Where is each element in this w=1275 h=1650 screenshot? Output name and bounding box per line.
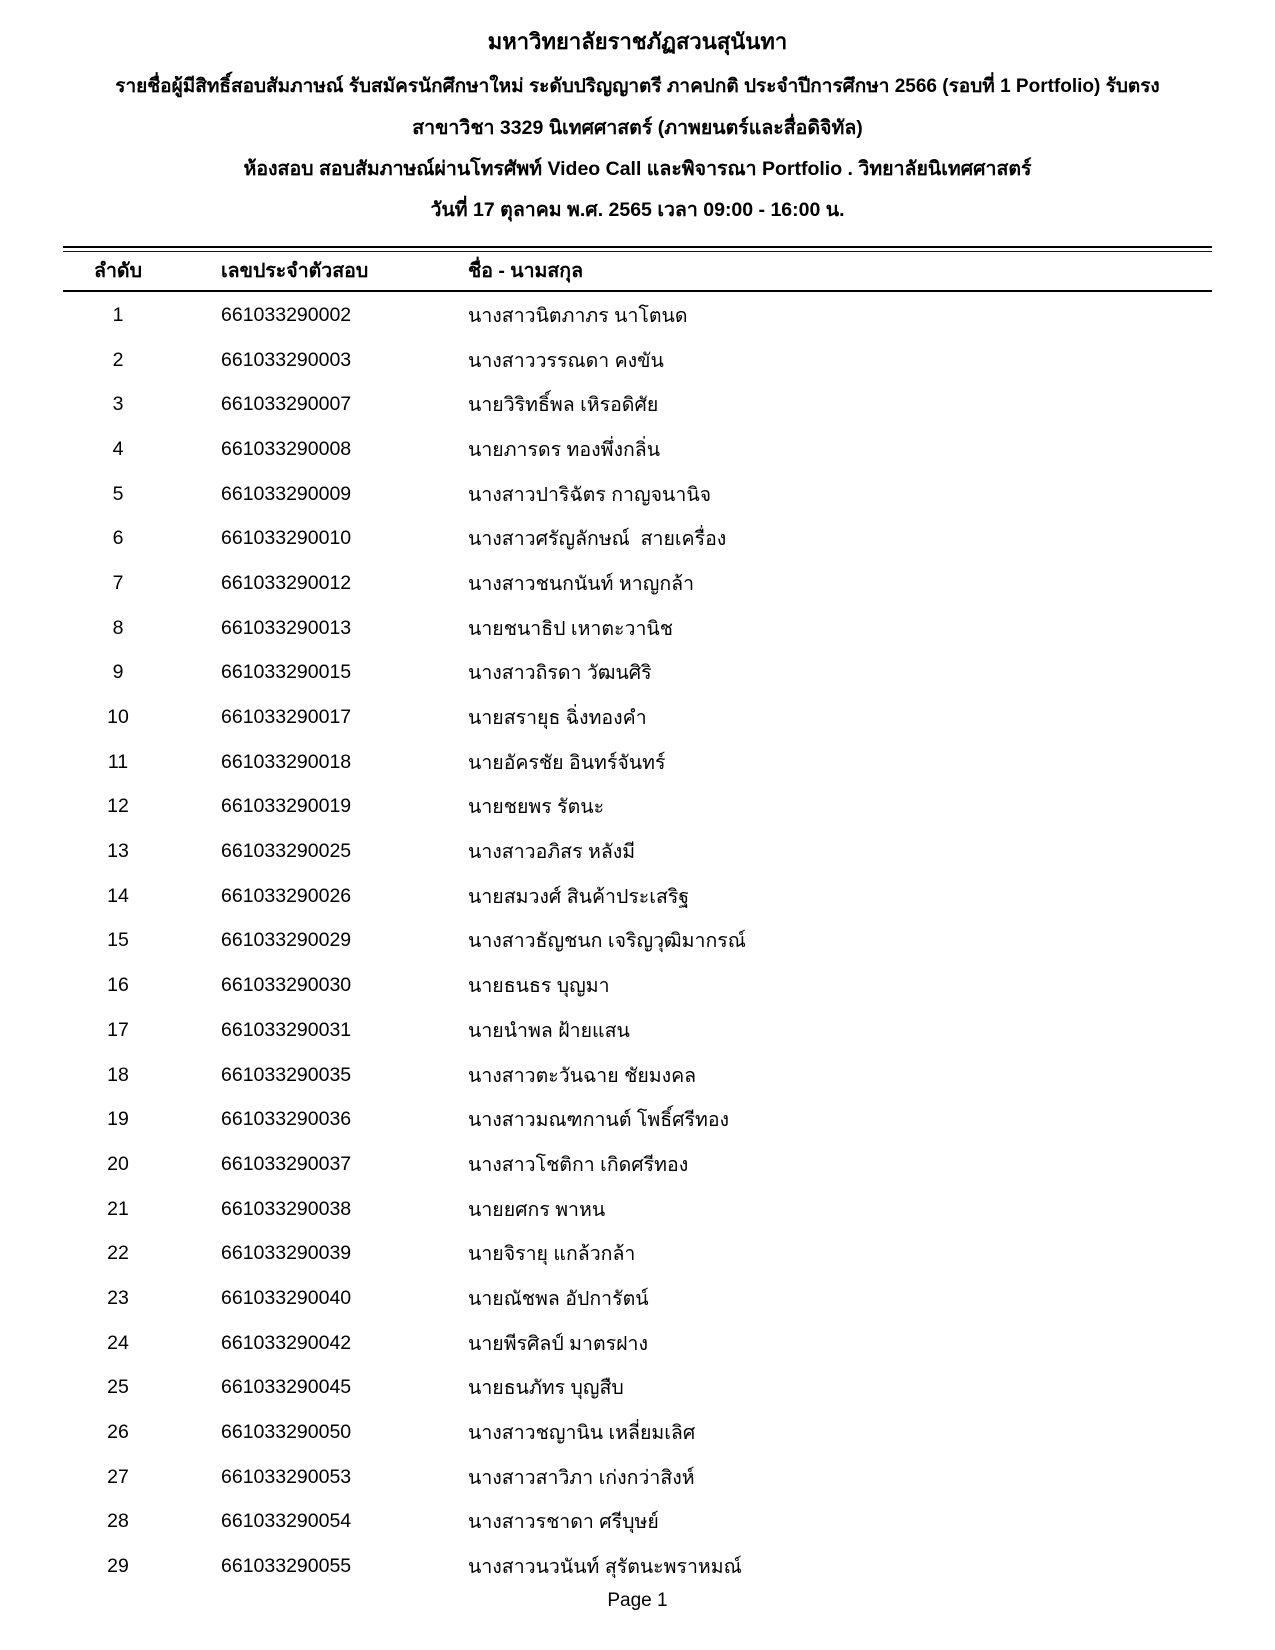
row-name: นางสาววรรณดา คงขัน — [468, 349, 664, 372]
row-no: 13 — [107, 840, 129, 863]
row-no: 1 — [112, 303, 124, 326]
row-exam-id: 661033290045 — [221, 1376, 352, 1399]
row-no: 8 — [112, 616, 124, 639]
row-name: นายยศกร พาหน — [468, 1198, 606, 1221]
column-header-name: ชื่อ - นามสกุล — [468, 259, 584, 282]
row-name: นายสรายุธ ฉิ่งทองคำ — [468, 707, 647, 730]
row-exam-id: 661033290003 — [221, 348, 352, 371]
table-row — [63, 651, 1212, 696]
row-name: นางสาวชญานิน เหลี่ยมเลิศ — [468, 1422, 696, 1445]
row-name: นายธนธร บุญมา — [468, 975, 610, 998]
column-header-order: ลำดับ — [94, 259, 142, 282]
row-no: 2 — [112, 348, 124, 371]
row-name: นางสาวโชติกา เกิดศรีทอง — [468, 1153, 689, 1176]
row-exam-id: 661033290035 — [221, 1063, 352, 1086]
table-row — [63, 1053, 1212, 1098]
row-exam-id: 661033290002 — [221, 303, 352, 326]
row-no: 6 — [112, 527, 124, 550]
table-row — [63, 1187, 1212, 1232]
row-no: 19 — [107, 1108, 129, 1131]
row-exam-id: 661033290026 — [221, 884, 352, 907]
row-exam-id: 661033290039 — [221, 1242, 352, 1265]
row-name: นางสาวนิตภาภร นาโตนด — [468, 304, 688, 327]
table-body — [63, 293, 1212, 1589]
row-exam-id: 661033290038 — [221, 1197, 352, 1220]
table-row — [63, 427, 1212, 472]
row-no: 26 — [107, 1421, 129, 1444]
table-row — [63, 516, 1212, 561]
row-exam-id: 661033290019 — [221, 795, 352, 818]
table-row — [63, 472, 1212, 517]
exam-room-line: ห้องสอบ สอบสัมภาษณ์ผ่านโทรศัพท์ Video Call และพิจารณา Portfolio . วิทยาลัยนิเทศศาสตร์ — [243, 158, 1032, 180]
row-exam-id: 661033290030 — [221, 974, 352, 997]
row-name: นายชยพร รัตนะ — [468, 796, 605, 819]
row-exam-id: 661033290054 — [221, 1510, 352, 1533]
row-name: นางสาวชนกนันท์ หาญกล้า — [468, 572, 695, 595]
table-row — [63, 338, 1212, 383]
row-name: นายณัชพล อัปการัตน์ — [468, 1287, 649, 1310]
row-name: นางสาวนวนันท์ สุรัตนะพราหมณ์ — [468, 1556, 742, 1579]
row-no: 23 — [107, 1286, 129, 1309]
row-exam-id: 661033290007 — [221, 393, 352, 416]
table-row — [63, 740, 1212, 785]
row-no: 7 — [112, 571, 124, 594]
row-name: นางสาวธัญชนก เจริญวุฒิมากรณ์ — [468, 930, 746, 953]
university-title: มหาวิทยาลัยราชภัฏสวนสุนันทา — [487, 29, 788, 54]
row-no: 14 — [107, 884, 129, 907]
row-no: 21 — [107, 1197, 129, 1220]
row-name: นายชนาธิป เหาตะวานิช — [468, 617, 673, 640]
table-row — [63, 1321, 1212, 1366]
exam-date-line: วันที่ 17 ตุลาคม พ.ศ. 2565 เวลา 09:00 - 16:00 น. — [430, 199, 845, 221]
row-name: นางสาวตะวันฉาย ชัยมงคล — [468, 1064, 697, 1087]
row-exam-id: 661033290037 — [221, 1152, 352, 1175]
row-no: 16 — [107, 974, 129, 997]
row-exam-id: 661033290031 — [221, 1018, 352, 1041]
row-name: นางสาวถิรดา วัฒนศิริ — [468, 662, 652, 685]
row-exam-id: 661033290008 — [221, 437, 352, 460]
row-exam-id: 661033290018 — [221, 750, 352, 773]
row-exam-id: 661033290013 — [221, 616, 352, 639]
row-name: นายอัครชัย อินทร์จันทร์ — [468, 751, 666, 774]
table-row — [63, 785, 1212, 830]
table-row — [63, 874, 1212, 919]
table-row — [63, 293, 1212, 338]
table-row — [63, 1500, 1212, 1545]
row-exam-id: 661033290009 — [221, 482, 352, 505]
row-no: 5 — [112, 482, 124, 505]
row-exam-id: 661033290042 — [221, 1331, 352, 1354]
row-no: 28 — [107, 1510, 129, 1533]
row-no: 20 — [107, 1152, 129, 1175]
row-no: 10 — [107, 706, 129, 729]
table-row — [63, 695, 1212, 740]
row-name: นายวิริทธิ์พล เหิรอดิศัย — [468, 394, 659, 417]
table-row — [63, 1544, 1212, 1589]
column-header-exam-id: เลขประจำตัวสอบ — [221, 259, 369, 282]
row-exam-id: 661033290015 — [221, 661, 352, 684]
row-exam-id: 661033290036 — [221, 1108, 352, 1131]
row-name: นางสาวศรัญลักษณ์ สายเครื่อง — [468, 528, 727, 551]
row-exam-id: 661033290040 — [221, 1286, 352, 1309]
table-row — [63, 1410, 1212, 1455]
table-row — [63, 1008, 1212, 1053]
row-no: 18 — [107, 1063, 129, 1086]
table-row — [63, 1231, 1212, 1276]
row-name: นางสาวรชาดา ศรีบุษย์ — [468, 1511, 659, 1534]
table-row — [63, 382, 1212, 427]
row-exam-id: 661033290017 — [221, 706, 352, 729]
row-no: 17 — [107, 1018, 129, 1041]
row-name: นายธนภัทร บุญสืบ — [468, 1377, 624, 1400]
row-no: 4 — [112, 437, 124, 460]
table-row — [63, 1142, 1212, 1187]
table-header-row — [63, 251, 1212, 289]
table-row — [63, 1366, 1212, 1411]
row-name: นายพีรศิลป์ มาตรฝาง — [468, 1332, 648, 1355]
row-no: 25 — [107, 1376, 129, 1399]
announcement-subtitle: รายชื่อผู้มีสิทธิ์สอบสัมภาษณ์ รับสมัครนักศึกษาใหม่ ระดับปริญญาตรี ภาคปกติ ประจำปีการศึกษา 2566 (รอบที่ 1 Portfolio) รับตรง — [115, 76, 1160, 97]
table-header-rule — [63, 290, 1212, 292]
row-name: นางสาวปาริฉัตร กาญจนานิจ — [468, 483, 712, 506]
row-no: 11 — [107, 750, 129, 773]
table-row — [63, 1455, 1212, 1500]
row-name: นายนำพล ฝ้ายแสน — [468, 1019, 630, 1042]
row-exam-id: 661033290025 — [221, 840, 352, 863]
row-no: 15 — [107, 929, 129, 952]
table-row — [63, 919, 1212, 964]
program-line: สาขาวิชา 3329 นิเทศศาสตร์ (ภาพยนตร์และสื่อดิจิทัล) — [412, 117, 863, 139]
table-row — [63, 1097, 1212, 1142]
table-row — [63, 606, 1212, 651]
table-row — [63, 963, 1212, 1008]
row-exam-id: 661033290012 — [221, 571, 352, 594]
row-exam-id: 661033290053 — [221, 1465, 352, 1488]
row-exam-id: 661033290055 — [221, 1555, 352, 1578]
row-name: นายสมวงศ์ สินค้าประเสริฐ — [468, 885, 690, 908]
row-name: นางสาวอภิสร หลังมี — [468, 841, 636, 864]
row-exam-id: 661033290029 — [221, 929, 352, 952]
row-no: 22 — [107, 1242, 129, 1265]
row-exam-id: 661033290050 — [221, 1421, 352, 1444]
table-row — [63, 829, 1212, 874]
row-no: 12 — [107, 795, 129, 818]
table-row — [63, 561, 1212, 606]
row-exam-id: 661033290010 — [221, 527, 352, 550]
row-no: 29 — [107, 1555, 129, 1578]
page-number-label: Page 1 — [607, 1590, 668, 1611]
table-row — [63, 1276, 1212, 1321]
row-no: 9 — [112, 661, 124, 684]
row-no: 3 — [112, 393, 124, 416]
row-name: นายจิรายุ แกล้วกล้า — [468, 1243, 636, 1266]
row-name: นายภารดร ทองพึ่งกลิ่น — [468, 438, 661, 461]
row-no: 27 — [107, 1465, 129, 1488]
row-name: นางสาวมณฑกานต์ โพธิ์ศรีทอง — [468, 1109, 730, 1132]
row-no: 24 — [107, 1331, 129, 1354]
row-name: นางสาวสาวิภา เก่งกว่าสิงห์ — [468, 1466, 695, 1489]
